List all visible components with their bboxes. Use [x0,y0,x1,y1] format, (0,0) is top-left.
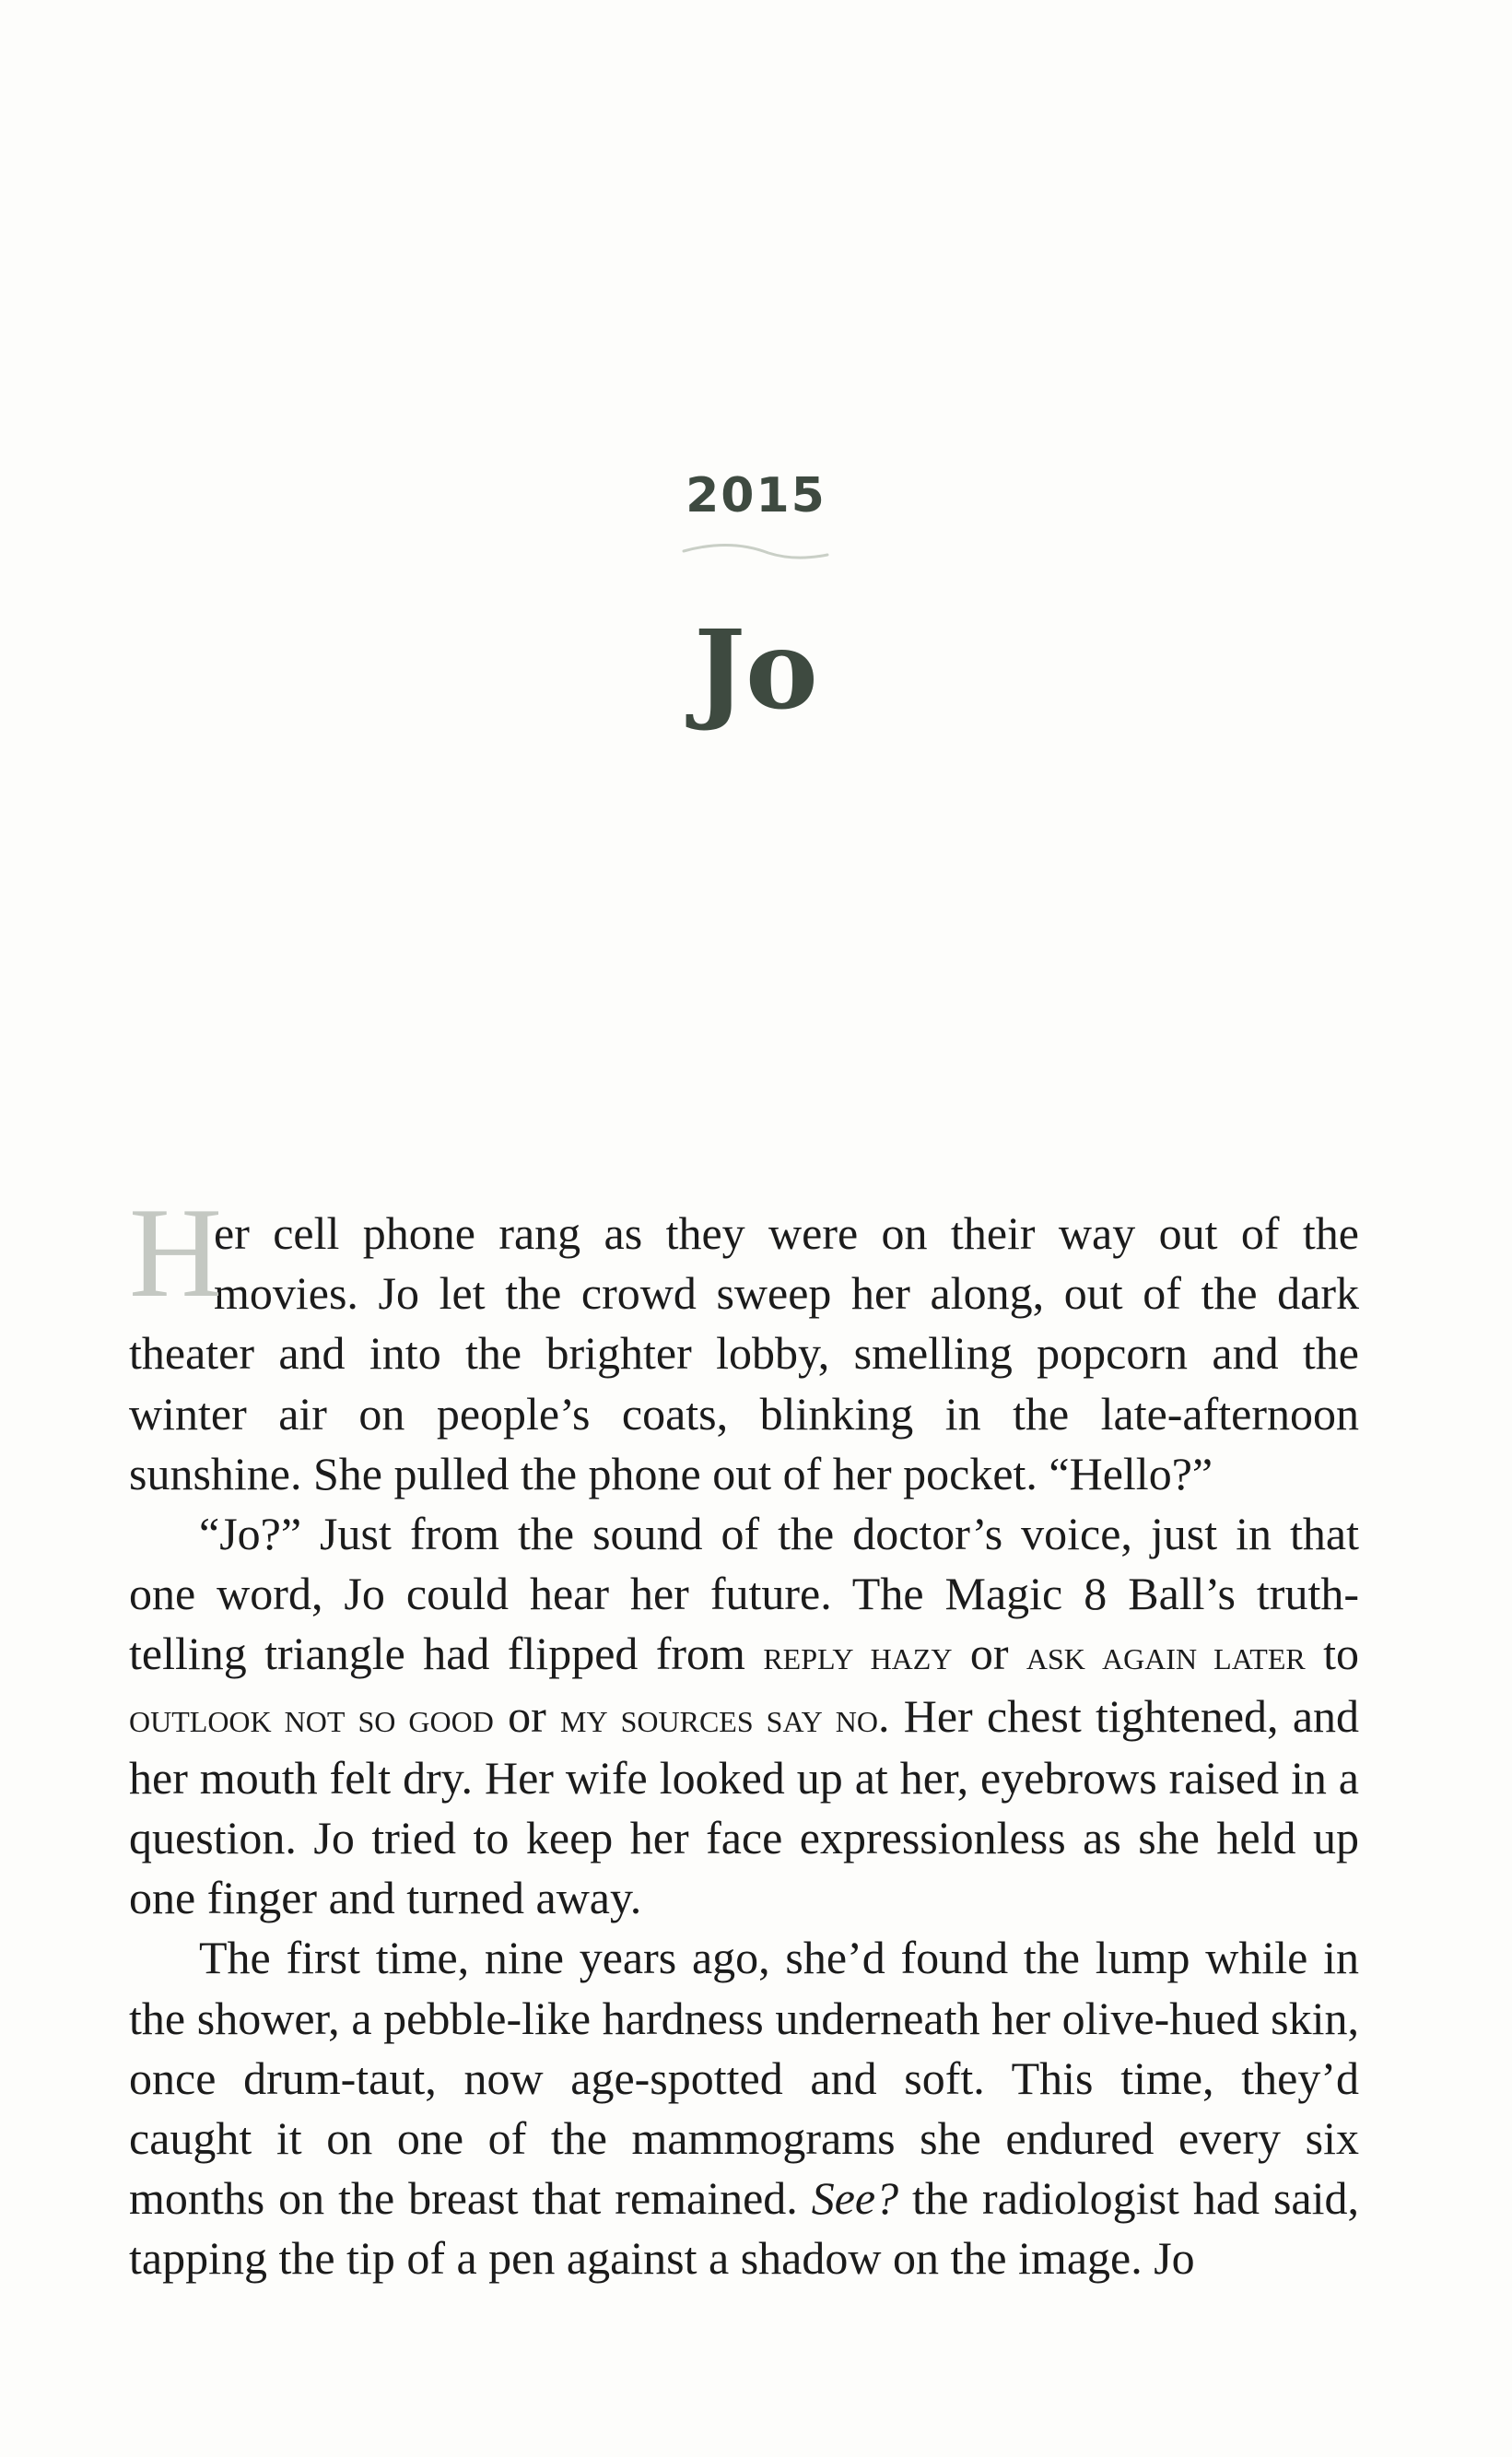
paragraph-2-text-3: to [1305,1628,1359,1680]
body-text [129,1181,1360,2289]
chapter-title: Jo [694,605,818,734]
paragraph-2-text-5: . Her chest tightened, and her mouth felt dry. Her wife looked up at her, eyebrows raised in a question. Jo tried to keep her face expressionless as she held up one finger and turned away. [129,1689,1360,1924]
paragraph-3-text-2: the radiologist had said, tapping the tip of a pen against a shadow on the image. Jo [129,2172,1359,2285]
paragraph-3-text-1: The first time, nine years ago, she’d found the lump while in the shower, a pebble-like hardness underneath her olive-hued skin, once drum-taut, now age-spotted and soft. This time, they’d caught it on one of the mammograms she endured every six months on the breast that remained. [129,1932,1359,2225]
magic-8-ball-answer: my sources say no [560,1694,878,1741]
paragraph-2-text-2: or [952,1628,1026,1680]
paragraph-3 [129,1928,1359,2288]
paragraph-1 [129,1181,1359,1504]
magic-8-ball-answer: reply hazy [763,1632,953,1679]
magic-8-ball-answer: outlook not so good [129,1694,494,1741]
paragraph-2-text-1: “Jo?” Just from the sound of the doctor’s voice, just in that one word, Jo could hear her future. The Magic 8 Ball’s truth-telling triangle had flipped from [129,1508,1359,1680]
paragraph-2-text-4: or [493,1689,561,1742]
drop-cap: H [129,1181,223,1324]
paragraph-2 [129,1504,1359,1928]
italic-word: See? [811,2172,899,2225]
chapter-year: 2015 [686,468,826,523]
magic-8-ball-answer: ask again later [1026,1632,1306,1679]
ornament-swash [680,538,831,562]
paragraph-1-text: er cell phone rang as they were on their way out of the movies. Jo let the crowd sweep her along, out of the dark theater and into the brighter lobby, smelling popcorn and the winter air on people’s coats, blinking in the late-afternoon sunshine. She pulled the phone out of her pocket. “Hello?” [129,1207,1359,1499]
